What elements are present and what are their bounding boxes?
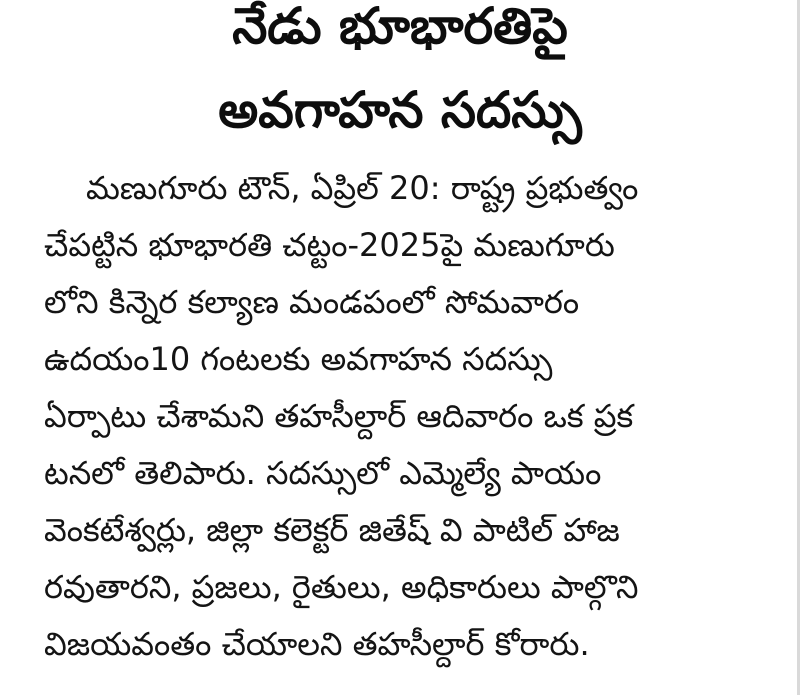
body-line-6: టనలో తెలిపారు. సదస్సులో ఎమ్మెల్యే పాయం <box>44 454 602 492</box>
body-line-9: విజయవంతం చేయాలని తహసీల్దార్ కోరారు. <box>44 625 590 663</box>
body-line-4: ఉదయం10 గంటలకు అవగాహన సదస్సు <box>44 340 553 378</box>
body-line-3: లోని కిన్నెర కల్యాణ మండపంలో సోమవారం <box>44 283 580 321</box>
body-line-8: రవుతారని, ప్రజలు, రైతులు, అధికారులు పాల్గొని <box>44 568 639 606</box>
body-line-5: ఏర్పాటు చేశామని తహసీల్దార్ ఆదివారం ఒక ప్రక <box>44 397 634 435</box>
body-line-1: మణుగూరు టౌన్, ఏప్రిల్ 20: రాష్ట్ర ప్రభుత్వం <box>86 169 639 207</box>
body-line-7: వెంకటేశ్వర్లు, జిల్లా కలెక్టర్ జితేష్ వి పాటిల్ హాజ <box>44 511 620 549</box>
headline-line-1: నేడు భూభారతిపై <box>232 0 568 55</box>
body-line-2: చేపట్టిన భూభారతి చట్టం-2025పై మణుగూరు <box>44 226 615 264</box>
headline-line-2: అవగాహన సదస్సు <box>218 81 582 139</box>
